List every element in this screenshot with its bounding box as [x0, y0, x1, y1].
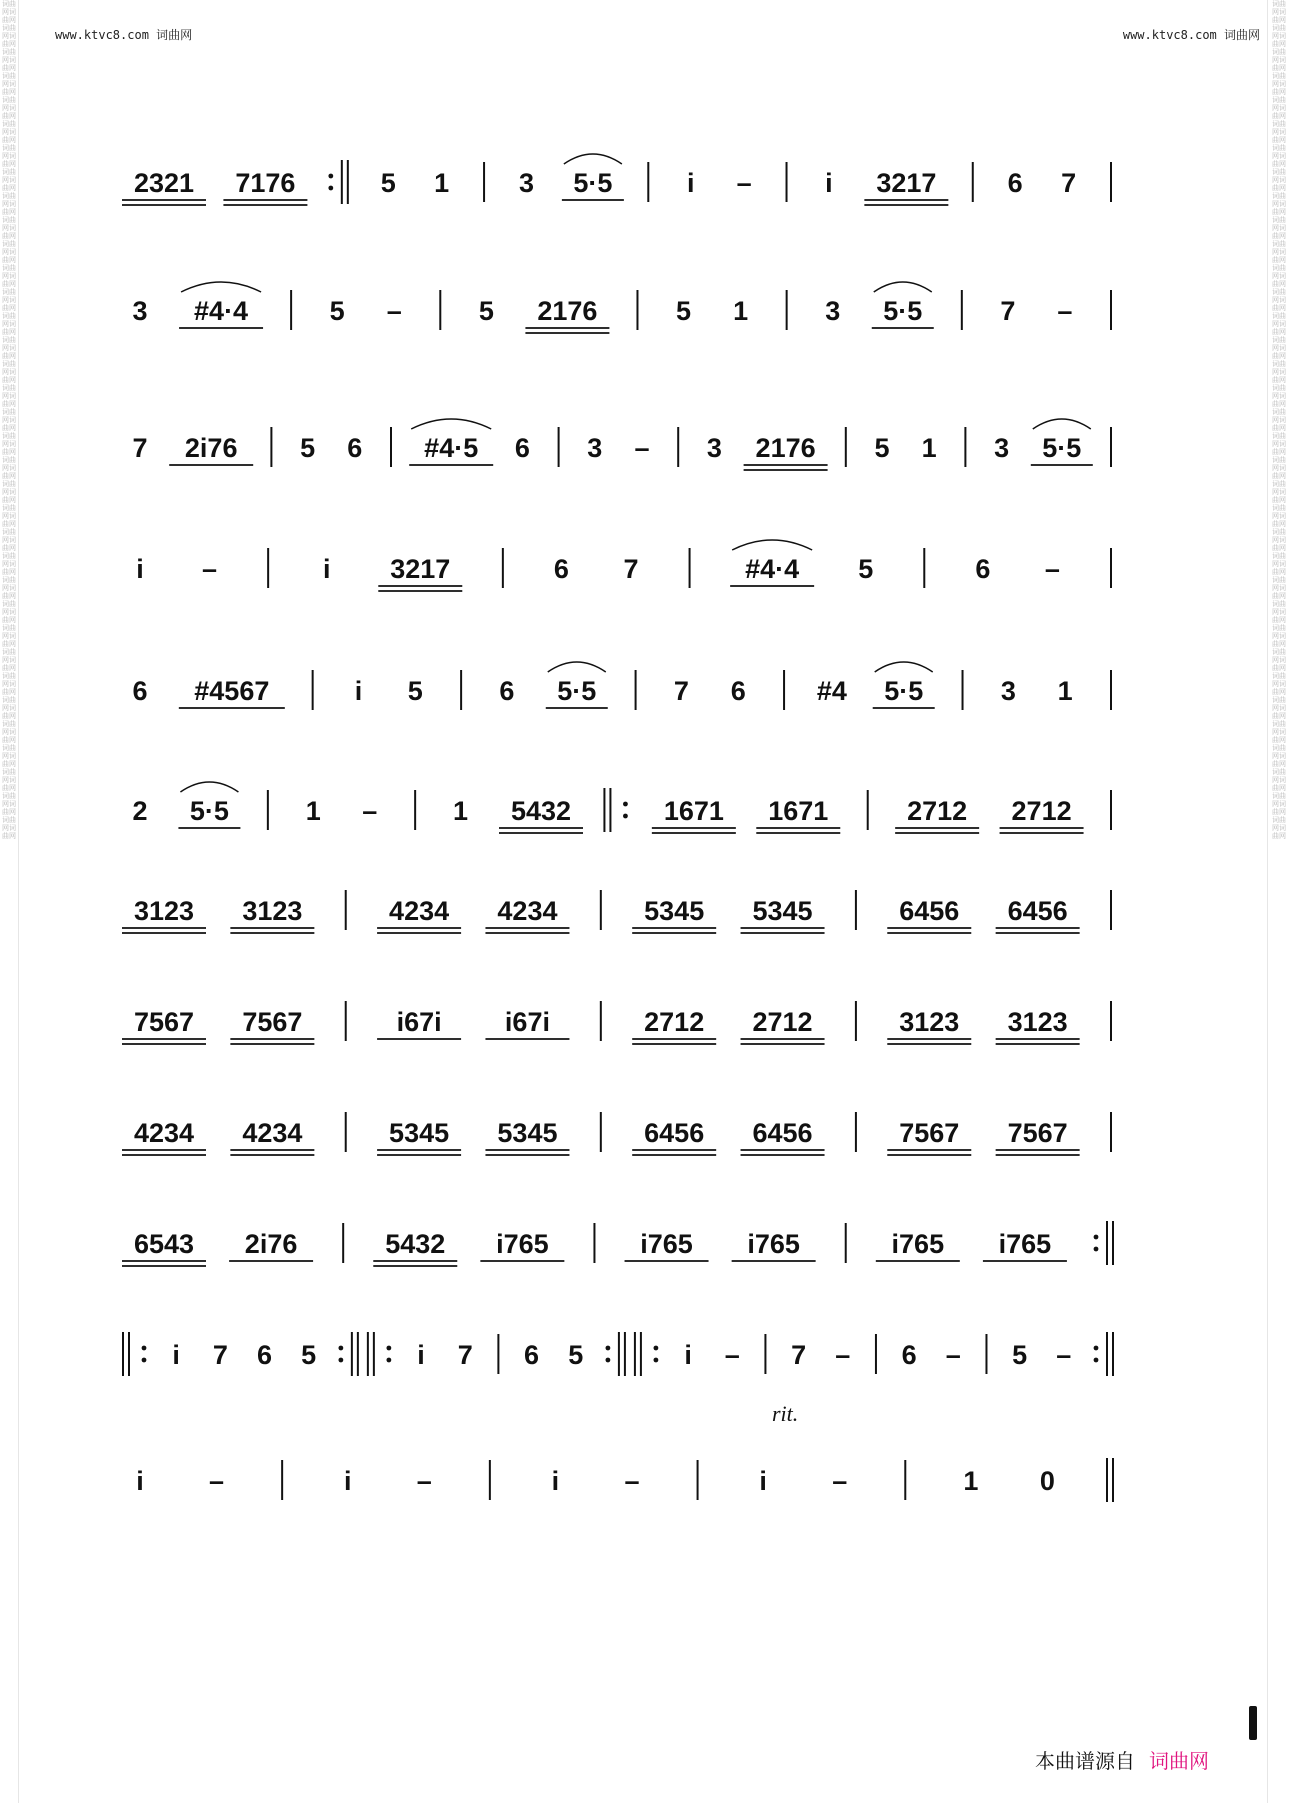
repeat-dot	[606, 1358, 611, 1363]
note-group: 6	[1007, 168, 1023, 198]
note-group: 7	[457, 1340, 473, 1370]
note-group: 6456	[752, 1118, 813, 1148]
note-group: 7	[132, 433, 148, 463]
note-group: 2321	[133, 168, 195, 198]
note-group: –	[202, 554, 218, 584]
note-group: –	[634, 433, 650, 463]
note-group: 5	[300, 433, 316, 463]
note-group: 3123	[899, 1007, 960, 1037]
slur-arc	[874, 282, 932, 292]
slur-arc	[181, 282, 261, 292]
note-group: 3217	[390, 554, 451, 584]
note-group: 2712	[644, 1007, 705, 1037]
note-group: 7567	[242, 1007, 303, 1037]
note-group: –	[624, 1466, 640, 1496]
note-group: 1	[963, 1466, 979, 1496]
note-group: 3	[825, 296, 841, 326]
slur-arc	[564, 154, 622, 164]
repeat-dot	[1094, 1235, 1099, 1240]
note-group: –	[832, 1466, 848, 1496]
note-group: 1	[733, 296, 749, 326]
note-group: 3	[994, 433, 1010, 463]
note-group: 5·5	[573, 168, 613, 198]
note-group: 6456	[1007, 896, 1068, 926]
slur-arc	[548, 662, 606, 672]
note-group: 7	[212, 1340, 228, 1370]
note-group: 3	[132, 296, 148, 326]
note-group: 5	[568, 1340, 584, 1370]
note-group: 1	[434, 168, 450, 198]
note-group: i	[417, 1340, 425, 1370]
note-group: 5·5	[557, 676, 597, 706]
note-group: 1	[1057, 676, 1073, 706]
note-group: 3123	[242, 896, 303, 926]
note-group: 0	[1039, 1466, 1055, 1496]
note-group: 1671	[663, 796, 724, 826]
note-group: 6	[347, 433, 363, 463]
note-group: 6	[901, 1340, 917, 1370]
note-group: 7176	[235, 168, 296, 198]
note-group: 5	[874, 433, 890, 463]
slur-arc	[180, 782, 238, 792]
note-group: –	[835, 1340, 851, 1370]
note-group: i	[172, 1340, 180, 1370]
note-group: 4234	[389, 896, 450, 926]
note-group: 3	[1000, 676, 1016, 706]
repeat-dot	[1094, 1346, 1099, 1351]
note-group: –	[1056, 1340, 1072, 1370]
note-group: 2176	[537, 296, 598, 326]
note-group: i	[322, 554, 331, 584]
note-group: i	[354, 676, 363, 706]
slur-arc	[732, 540, 812, 550]
note-group: –	[209, 1466, 225, 1496]
note-group: #4·4	[194, 296, 249, 326]
note-group: 5·5	[189, 796, 229, 826]
note-group: 6	[975, 554, 991, 584]
note-group: 1	[305, 796, 321, 826]
note-group: #4567	[194, 676, 270, 706]
note-group: 7567	[1007, 1118, 1068, 1148]
repeat-dot	[142, 1346, 147, 1351]
note-group: i	[136, 554, 144, 584]
note-group: 5432	[385, 1229, 446, 1259]
note-group: 2176	[755, 433, 816, 463]
note-group: 1	[921, 433, 937, 463]
note-group: 2712	[907, 796, 968, 826]
note-group: –	[1044, 554, 1060, 584]
footer-source	[1035, 1745, 1209, 1774]
note-group: 5	[380, 168, 396, 198]
slur-arc	[875, 662, 933, 672]
note-group: 6	[524, 1340, 540, 1370]
note-group: –	[386, 296, 402, 326]
repeat-dot	[606, 1346, 611, 1351]
note-group: 6	[730, 676, 746, 706]
note-group: 5345	[497, 1118, 558, 1148]
note-group: 5	[478, 296, 494, 326]
repeat-dot	[1094, 1358, 1099, 1363]
repeat-dot	[386, 1358, 391, 1363]
note-group: 5	[301, 1340, 317, 1370]
note-group: 3217	[876, 168, 937, 198]
note-group: –	[945, 1340, 961, 1370]
repeat-dot	[338, 1346, 343, 1351]
note-group: 2	[132, 796, 148, 826]
note-group: –	[736, 168, 752, 198]
note-group: 3123	[1007, 1007, 1068, 1037]
note-group: –	[1057, 296, 1073, 326]
note-group: 2i76	[244, 1229, 298, 1259]
note-group: 7567	[133, 1007, 195, 1037]
note-group: i	[759, 1466, 767, 1496]
note-group: 5	[329, 296, 345, 326]
note-group: 6543	[133, 1229, 195, 1259]
footer-site-link[interactable]: 词曲网	[1149, 1749, 1209, 1773]
note-group: –	[416, 1466, 432, 1496]
note-group: 2i76	[184, 433, 238, 463]
footer-source-label: 本曲谱源自	[1035, 1749, 1135, 1773]
note-group: i	[551, 1466, 560, 1496]
repeat-dot	[623, 814, 628, 819]
header-site-right: www.ktvc8.com 词曲网	[1122, 28, 1260, 42]
note-group: 7	[791, 1340, 807, 1370]
note-group: i765	[640, 1229, 693, 1259]
note-group: 6	[514, 433, 530, 463]
note-group: i	[825, 168, 833, 198]
note-group: 5	[407, 676, 423, 706]
note-group: i67i	[504, 1007, 550, 1037]
note-group: #4·5	[424, 433, 479, 463]
rit-marking: rit.	[772, 1401, 799, 1426]
note-group: 5432	[510, 796, 572, 826]
note-group: –	[724, 1340, 740, 1370]
note-group: 7	[623, 554, 639, 584]
repeat-dot	[142, 1358, 147, 1363]
note-group: #4	[816, 676, 847, 706]
note-group: 6	[132, 676, 148, 706]
note-group: 6456	[899, 896, 960, 926]
header-site-left: www.ktvc8.com 词曲网	[55, 28, 193, 42]
repeat-dot	[328, 186, 333, 191]
note-group: 1671	[768, 796, 829, 826]
slur-arc	[411, 419, 491, 429]
note-group: #4·4	[745, 554, 800, 584]
note-group: i765	[496, 1229, 549, 1259]
note-group: 3123	[133, 896, 195, 926]
note-group: 5	[676, 296, 692, 326]
right-watermark-strip: 词曲网词曲网词曲网词曲网词曲网词曲网词曲网词曲网词曲网词曲网词曲网词曲网词曲网词曲网词曲网词曲网词曲网词曲网词曲网词曲网词曲网词曲网词曲网词曲网词曲网词曲网词曲网词曲网词曲网词曲网词曲网词曲网词曲网词曲网词曲网词曲网词曲网词曲网词曲网词曲网词曲网词曲网词曲网词曲网词曲网词曲网词曲网词曲网词曲网词曲网词曲网词曲网词曲网词曲网词曲网词曲网词曲网词曲网词曲网词曲网词曲网词曲网词曲网词曲网词曲网词曲网词曲网词曲网词曲网词曲网	[1272, 0, 1286, 840]
note-group: i765	[891, 1229, 945, 1259]
note-group: 4234	[497, 896, 558, 926]
note-group: 1	[453, 796, 469, 826]
note-group: i	[136, 1466, 144, 1496]
note-group: 6456	[644, 1118, 705, 1148]
note-group: 5·5	[883, 296, 923, 326]
note-group: –	[362, 796, 378, 826]
note-group: 7567	[899, 1118, 960, 1148]
note-group: i	[684, 1340, 692, 1370]
note-group: 3	[518, 168, 534, 198]
note-group: 7	[1061, 168, 1077, 198]
note-group: 5345	[752, 896, 813, 926]
repeat-dot	[623, 802, 628, 807]
repeat-dot	[328, 174, 333, 179]
repeat-dot	[654, 1358, 659, 1363]
repeat-dot	[338, 1358, 343, 1363]
repeat-dot	[386, 1346, 391, 1351]
note-group: 5·5	[1042, 433, 1082, 463]
note-group: 4234	[242, 1118, 303, 1148]
page-edge-mark	[1249, 1706, 1257, 1740]
slur-arc	[1033, 419, 1091, 429]
note-group: i	[343, 1466, 352, 1496]
note-group: i765	[747, 1229, 800, 1259]
note-group: 3	[587, 433, 603, 463]
note-group: i765	[998, 1229, 1052, 1259]
note-group: 5·5	[884, 676, 924, 706]
left-watermark-strip: 词曲网词曲网词曲网词曲网词曲网词曲网词曲网词曲网词曲网词曲网词曲网词曲网词曲网词曲网词曲网词曲网词曲网词曲网词曲网词曲网词曲网词曲网词曲网词曲网词曲网词曲网词曲网词曲网词曲网词曲网词曲网词曲网词曲网词曲网词曲网词曲网词曲网词曲网词曲网词曲网词曲网词曲网词曲网词曲网词曲网词曲网词曲网词曲网词曲网词曲网词曲网词曲网词曲网词曲网词曲网词曲网词曲网词曲网词曲网词曲网词曲网词曲网词曲网词曲网词曲网词曲网词曲网词曲网词曲网词曲网	[2, 0, 16, 840]
note-group: 7	[673, 676, 689, 706]
note-group: 6	[257, 1340, 273, 1370]
note-group: i	[686, 168, 695, 198]
note-group: 5	[858, 554, 874, 584]
note-group: 3	[706, 433, 722, 463]
note-group: 2712	[752, 1007, 813, 1037]
note-group: 6	[553, 554, 569, 584]
repeat-dot	[654, 1346, 659, 1351]
note-group: 5345	[389, 1118, 450, 1148]
note-group: 5345	[644, 896, 705, 926]
repeat-dot	[1094, 1247, 1099, 1252]
note-group: 5	[1012, 1340, 1028, 1370]
note-group: 2712	[1011, 796, 1072, 826]
note-group: i67i	[396, 1007, 442, 1037]
note-group: 4234	[133, 1118, 195, 1148]
note-group: 6	[499, 676, 515, 706]
note-group: 7	[1000, 296, 1016, 326]
